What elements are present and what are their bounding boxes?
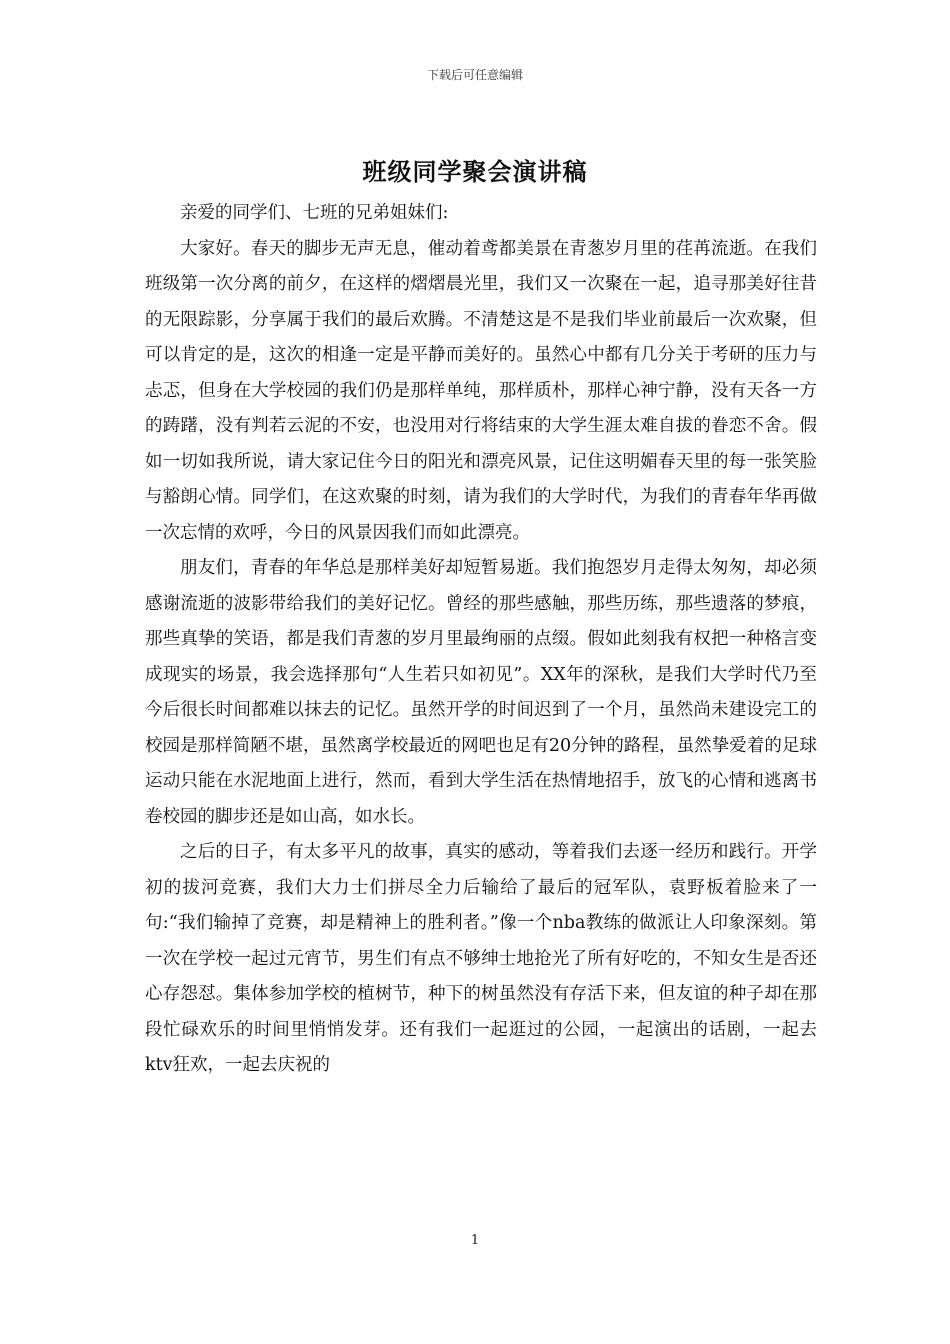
document-title: 班级同学聚会演讲稿 [362, 157, 588, 186]
body-paragraph: 朋友们，青春的年华总是那样美好却短暂易逝。我们抱怨岁月走得太匆匆，却必须感谢流逝的波影带给我们的美好记忆。曾经的那些感触，那些历练，那些遗落的梦痕，那些真挚的笑语，都是我们青葱的岁月里最绚丽的点缀。假如此刻我有权把一种格言变成现实的场景，我会选择那句“人生若只如初见”。XX年的深秋，是我们大学时代乃至今后很长时间都难以抹去的记忆。虽然开学的时间迟到了一个月，虽然尚未建设完工的校园是那样简陋不堪，虽然离学校最近的网吧也足有20分钟的路程，虽然挚爱着的足球运动只能在水泥地面上进行，然而，看到大学生活在热情地招手，放飞的心情和逃离书卷校园的脚步还是如山高，如水长。 [145, 558, 817, 827]
salutation-paragraph: 亲爱的同学们、七班的兄弟姐妹们: [180, 203, 449, 223]
body-paragraph: 大家好。春天的脚步无声无息，催动着鸢都美景在青葱岁月里的荏苒流逝。在我们班级第一次分离的前夕，在这样的熠熠晨光里，我们又一次聚在一起，追寻那美好往昔的无限踪影，分享属于我们的最后欢腾。不清楚这是不是我们毕业前最后一次欢聚，但可以肯定的是，这次的相逢一定是平静而美好的。虽然心中都有几分关于考研的压力与忐忑，但身在大学校园的我们仍是那样单纯，那样质朴，那样心神宁静，没有天各一方的踌躇，没有判若云泥的不安，也没用对行将结束的大学生涯太难自拔的眷恋不舍。假如一切如我所说，请大家记住今日的阳光和漂亮风景，记住这明媚春天里的每一张笑脸与豁朗心情。同学们，在这欢聚的时刻，请为我们的大学时代，为我们的青春年华再做一次忘情的欢呼，今日的风景因我们而如此漂亮。 [145, 238, 817, 543]
body-paragraph: 之后的日子，有太多平凡的故事，真实的感动，等着我们去逐一经历和践行。开学初的拔河竞赛，我们大力士们拼尽全力后输给了最后的冠军队，袁野板着脸来了一句:“我们输掉了竞赛，却是精神上的胜利者。”像一个nba教练的做派让人印象深刻。第一次在学校一起过元宵节，男生们有点不够绅士地抢光了所有好吃的，不知女生是否还心存怨怼。集体参加学校的植树节，种下的树虽然没有存活下来，但友谊的种子却在那段忙碌欢乐的时间里悄悄发芽。还有我们一起逛过的公园，一起演出的话剧，一起去ktv狂欢，一起去庆祝的 [145, 842, 817, 1075]
header-note: 下载后可任意编辑 [426, 68, 523, 82]
document-body [145, 196, 817, 1084]
page-number: 1 [470, 1233, 480, 1248]
